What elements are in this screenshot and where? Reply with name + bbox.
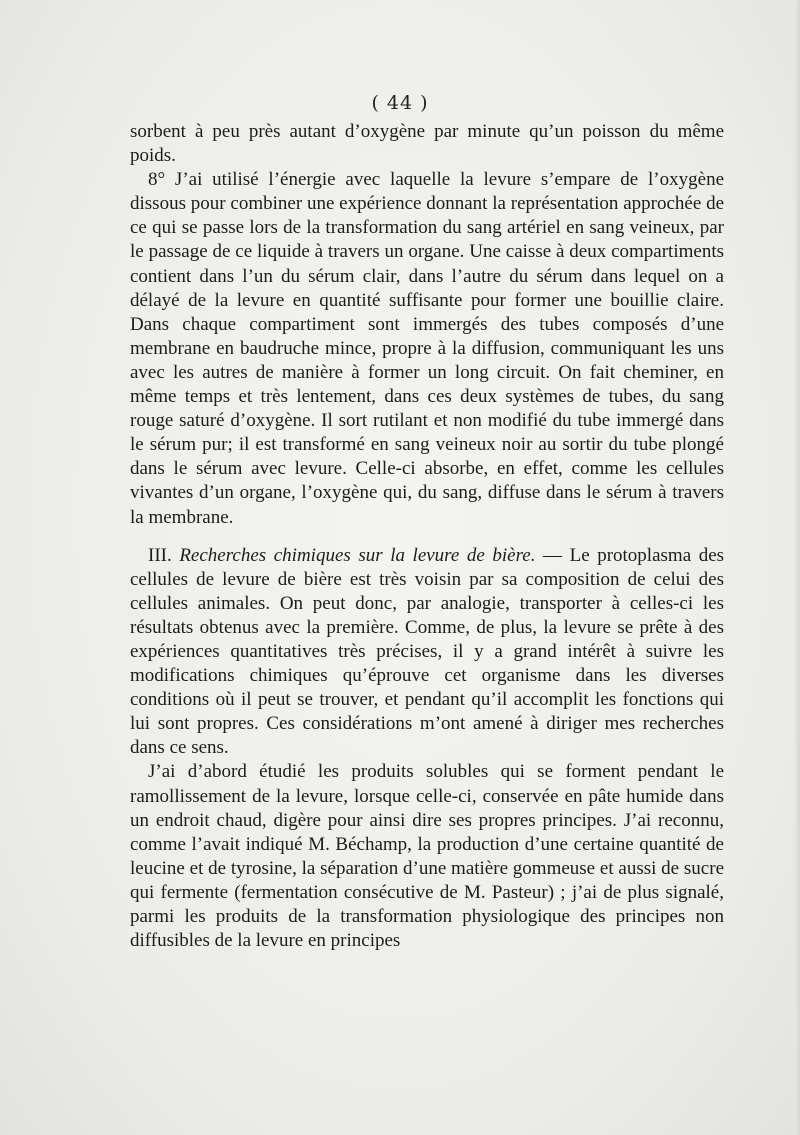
paragraph-3-text: — Le protoplasma des cellules de levure de bière est très voisin par sa composition de celui des cellules animales. On peut donc, par analogie, transporter à celles-ci les résultats obtenus avec la première. Comme, de plus, la levure se prête à des expériences quantitatives très précises, il y a grand intérêt à suivre les modifications chimiques qu’éprouve cet organisme dans les diverses conditions où il peut se trouver, et pendant qu’il accomplit les fonctions qui lui sont propres. Ces considérations m’ont amené à diriger mes recherches dans ce sens.: [130, 544, 725, 759]
paragraph-2: 8° J’ai utilisé l’énergie avec laquelle la levure s’empare de l’oxygène dissous pour combiner une expérience donnant la représentation approchée de ce qui se passe lors de la transformation du sang artériel en sang veineux, par le passage de ce liquide à travers un organe. Une caisse à deux compartiments contient dans l’un du sérum clair, dans l’autre du sérum dans lequel on a délayé de la levure en quantité suffisante pour former une bouillie claire. Dans chaque compartiment sont immergés des tubes composés d’une membrane en baudruche mince, propre à la diffusion, communiquant les uns avec les autres de manière à former un long circuit. On fait cheminer, en même temps et très lentement, dans ces deux systèmes de tubes, du sang rouge saturé d’oxygène. Il sort rutilant et non modifié du tube immergé dans le sérum pur; il est transformé en sang veineux noir au sortir du tube plongé dans le sérum avec levure. Celle-ci absorbe, en effet, comme les cellules vivantes d’un organe, l’oxygène qui, du sang, diffuse dans le sérum à travers la membrane.: [130, 169, 724, 528]
body-text: [130, 120, 724, 953]
paragraph-1: sorbent à peu près autant d’oxygène par minute qu’un poisson du même poids.: [130, 121, 724, 167]
section-number: III.: [148, 544, 172, 566]
section-heading: Recherches chimiques sur la levure de bière.: [179, 544, 536, 566]
page-number-header: ( 44 ): [371, 92, 429, 114]
paragraph-4: J’ai d’abord étudié les produits solubles qui se forment pendant le ramollissement de la levure, lorsque celle-ci, conservée en pâte humide dans un endroit chaud, digère pour ainsi dire ses propres principes. J’ai reconnu, comme l’avait indiqué M. Béchamp, la production d’une certaine quantité de leucine et de tyrosine, la séparation d’une matière gommeuse et aussi de sucre qui fermente (fermentation consécutive de M. Pasteur) ; j’ai de plus signalé, parmi les produits de la transformation physiologique des principes non diffusibles de la levure en principes: [130, 761, 724, 952]
paragraph-3: [130, 544, 724, 761]
page-edge-shadow: [794, 0, 800, 1135]
